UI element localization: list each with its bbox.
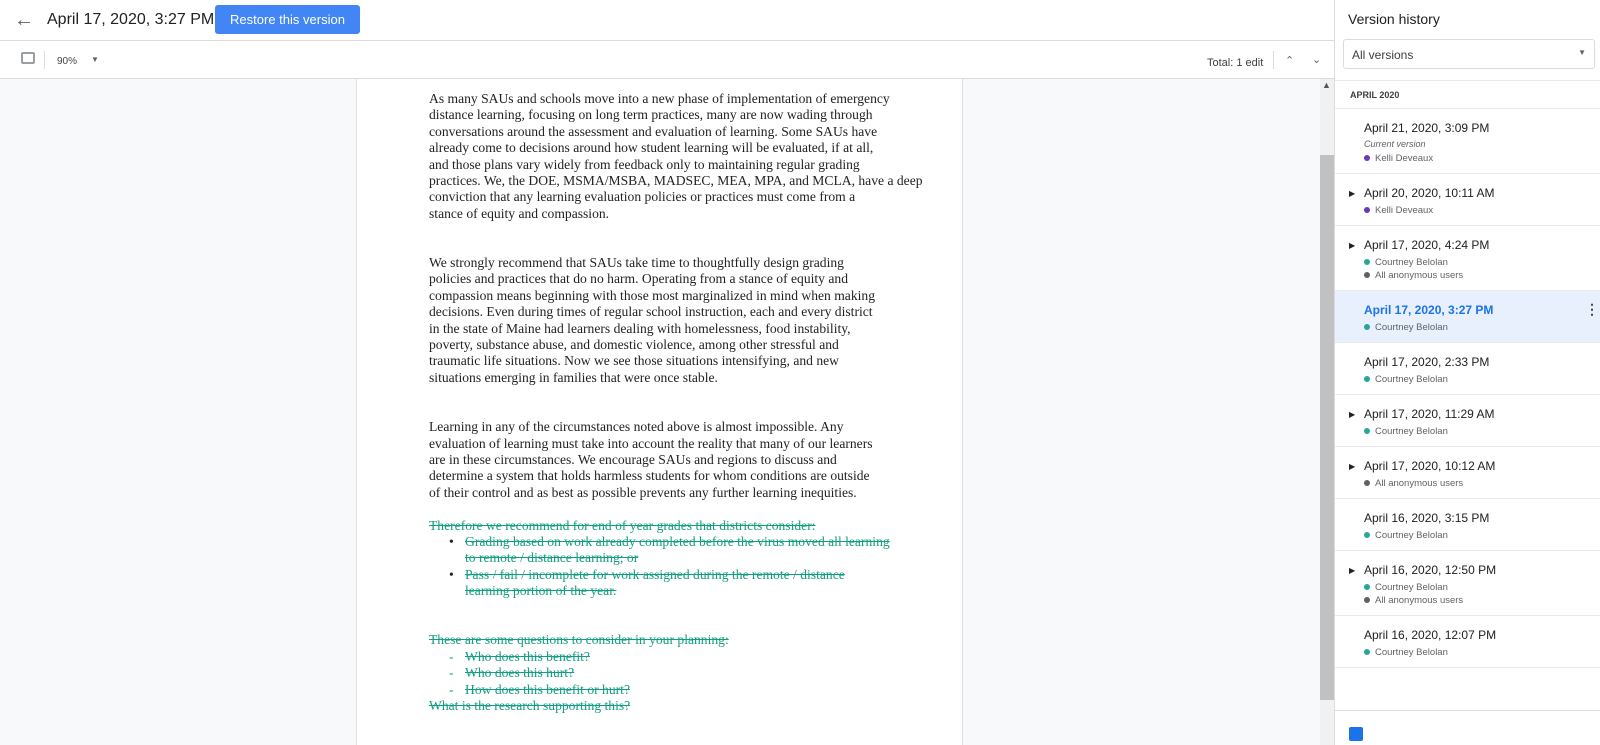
- text-line: of their control and as best as possible prevents any further learning inequities.: [429, 484, 857, 500]
- user-color-dot: [1364, 207, 1370, 213]
- version-editor: [1364, 373, 1600, 386]
- restore-version-button[interactable]: Restore this version: [215, 5, 360, 34]
- dash: -: [449, 648, 454, 664]
- text-line: poverty, substance abuse, and domestic violence, among other stressful and: [429, 337, 839, 353]
- version-item[interactable]: [1335, 226, 1600, 291]
- bullet: •: [449, 533, 454, 549]
- deleted-bullet-item: [429, 534, 923, 567]
- user-color-dot: [1364, 584, 1370, 590]
- more-options-icon[interactable]: ⋮: [1585, 301, 1599, 317]
- editor-name: Courtney Belolan: [1375, 426, 1448, 437]
- text-line: evaluation of learning must take into account the reality that many of our learners: [429, 435, 873, 451]
- text-line: traumatic life situations. Now we see those situations intensifying, and new: [429, 353, 839, 369]
- text-line: Learning in any of the circumstances noted above is almost impossible. Any: [429, 419, 844, 435]
- previous-edit-icon[interactable]: ⌃: [1285, 55, 1295, 67]
- print-icon[interactable]: [21, 52, 35, 64]
- text-line: As many SAUs and schools move into a new phase of implementation of emergency: [429, 91, 890, 106]
- version-editor: [1364, 581, 1600, 594]
- toolbar: [0, 41, 1334, 79]
- bullet: •: [449, 566, 454, 582]
- version-editor: [1364, 321, 1600, 334]
- text-line: situations emerging in families that were once stable.: [429, 369, 718, 385]
- current-version-label: Current version: [1364, 139, 1426, 149]
- version-editor: [1364, 594, 1600, 607]
- editor-name: Courtney Belolan: [1375, 582, 1448, 593]
- document-body: [429, 91, 923, 714]
- deleted-dash-item: [429, 649, 923, 665]
- editor-name: Courtney Belolan: [1375, 322, 1448, 333]
- text-line: and those plans vary widely from feedback only to maintaining regular grading: [429, 156, 860, 172]
- text-line: We strongly recommend that SAUs take time to thoughtfully design grading: [429, 255, 844, 271]
- text-line: learning portion of the year.: [465, 583, 617, 599]
- version-editor: [1364, 529, 1600, 542]
- paragraph: [429, 91, 923, 222]
- paragraph: [429, 419, 923, 501]
- filter-value: All versions: [1352, 48, 1414, 62]
- version-item[interactable]: [1335, 174, 1600, 226]
- text-line: conviction that any learning evaluation policies or practices must come from a: [429, 189, 856, 205]
- editor-name: All anonymous users: [1375, 595, 1464, 606]
- version-item[interactable]: [1335, 343, 1600, 395]
- text-line: practices. We, the DOE, MSMA/MSBA, MADSEC, MEA, MPA, and MCLA, have a deep: [429, 173, 923, 189]
- divider: [1273, 51, 1274, 69]
- version-date: April 17, 2020, 10:12 AM: [1364, 459, 1496, 473]
- expand-triangle-icon[interactable]: ▶: [1349, 462, 1356, 471]
- version-editor: [1364, 204, 1600, 217]
- text-line: in the state of Maine had learners dealing with homelessness, food instability,: [429, 320, 851, 336]
- editor-name: All anonymous users: [1375, 478, 1464, 489]
- version-date: April 16, 2020, 12:50 PM: [1364, 563, 1497, 577]
- user-color-dot: [1364, 324, 1370, 330]
- version-item[interactable]: [1335, 395, 1600, 447]
- panel-footer: [1335, 710, 1600, 711]
- text-line: conversations around the assessment and evaluation of learning. Some SAUs have: [429, 123, 878, 139]
- text-line: are in these circumstances. We encourage SAUs and regions to discuss and: [429, 451, 837, 467]
- dash: -: [449, 681, 454, 697]
- zoom-select[interactable]: 90%: [57, 56, 78, 67]
- version-editor: [1364, 477, 1600, 490]
- user-color-dot: [1364, 259, 1370, 265]
- user-color-dot: [1364, 272, 1370, 278]
- text-line: Who does this hurt?: [465, 665, 575, 681]
- user-color-dot: [1364, 597, 1370, 603]
- version-editor: [1364, 646, 1600, 659]
- expand-triangle-icon[interactable]: ▶: [1349, 189, 1356, 198]
- version-editor: [1364, 425, 1600, 438]
- text-line: determine a system that holds harmless students for whom conditions are outside: [429, 468, 870, 484]
- deleted-dash-item: [429, 665, 923, 681]
- deleted-bullet-item: [429, 567, 923, 600]
- version-item[interactable]: [1335, 109, 1600, 174]
- version-list: [1335, 80, 1600, 668]
- deleted-dash-item: [429, 682, 923, 698]
- version-date: April 16, 2020, 12:07 PM: [1364, 628, 1497, 642]
- version-filter-select[interactable]: [1343, 39, 1595, 69]
- expand-triangle-icon[interactable]: ▶: [1349, 566, 1356, 575]
- version-item[interactable]: [1335, 616, 1600, 668]
- editor-name: Courtney Belolan: [1375, 647, 1448, 658]
- text-line: compassion means beginning with those most marginalized in mind when making: [429, 287, 876, 303]
- editor-name: Kelli Deveaux: [1375, 153, 1434, 164]
- editor-name: Courtney Belolan: [1375, 530, 1448, 541]
- text-line: Who does this benefit?: [465, 648, 590, 664]
- deleted-line: These are some questions to consider in your planning:: [429, 632, 729, 648]
- text-line: decisions. Even during times of regular school instruction, each and every district: [429, 304, 873, 320]
- text-line: How does this benefit or hurt?: [465, 681, 630, 697]
- version-title: April 17, 2020, 3:27 PM: [47, 11, 215, 28]
- deleted-line: Therefore we recommend for end of year grades that districts consider:: [429, 517, 816, 533]
- user-color-dot: [1364, 155, 1370, 161]
- user-color-dot: [1364, 649, 1370, 655]
- show-changes-checkbox[interactable]: [1349, 727, 1363, 741]
- deleted-line: What is the research supporting this?: [429, 697, 631, 713]
- text-line: already come to decisions around how student learning will be evaluated, if at all,: [429, 140, 874, 156]
- panel-title: Version history: [1348, 11, 1440, 27]
- paragraph: [429, 255, 923, 386]
- text-line: Grading based on work already completed before the virus moved all learning: [465, 533, 890, 549]
- text-line: stance of equity and compassion.: [429, 205, 610, 221]
- version-item[interactable]: [1335, 499, 1600, 551]
- back-arrow-icon[interactable]: ←: [14, 9, 34, 31]
- version-date: April 17, 2020, 3:27 PM: [1364, 303, 1494, 317]
- version-editor: [1364, 269, 1600, 282]
- month-header: APRIL 2020: [1335, 81, 1600, 109]
- version-date: April 16, 2020, 3:15 PM: [1364, 511, 1490, 525]
- scrollbar-thumb[interactable]: [1320, 155, 1334, 700]
- top-bar: [0, 0, 1334, 41]
- user-color-dot: [1364, 428, 1370, 434]
- version-date: April 21, 2020, 3:09 PM: [1364, 121, 1490, 135]
- text-line: distance learning, focusing on long term practices, many are now wading through: [429, 107, 873, 123]
- user-color-dot: [1364, 480, 1370, 486]
- version-date: April 20, 2020, 10:11 AM: [1364, 186, 1495, 200]
- next-edit-icon[interactable]: ⌄: [1312, 54, 1322, 66]
- editor-name: All anonymous users: [1375, 270, 1464, 281]
- version-history-panel: [1334, 0, 1600, 745]
- text-line: policies and practices that do no harm. Operating from a stance of equity and: [429, 271, 848, 287]
- version-editor: [1364, 256, 1600, 269]
- expand-triangle-icon[interactable]: ▶: [1349, 410, 1356, 419]
- total-edits: Total: 1 edit: [1207, 57, 1264, 69]
- version-date: April 17, 2020, 4:24 PM: [1364, 238, 1490, 252]
- user-color-dot: [1364, 376, 1370, 382]
- expand-triangle-icon[interactable]: ▶: [1349, 241, 1356, 250]
- editor-name: Courtney Belolan: [1375, 374, 1448, 385]
- version-item[interactable]: [1335, 551, 1600, 616]
- chevron-down-icon[interactable]: ▼: [91, 55, 99, 64]
- document-page: [356, 79, 963, 745]
- scroll-up-icon[interactable]: ▲: [1322, 80, 1331, 90]
- editor-name: Kelli Deveaux: [1375, 205, 1434, 216]
- version-item[interactable]: [1335, 447, 1600, 499]
- divider: [44, 51, 45, 69]
- version-editor: [1364, 152, 1600, 165]
- version-date: April 17, 2020, 2:33 PM: [1364, 355, 1490, 369]
- text-line: Pass / fail / incomplete for work assigned during the remote / distance: [465, 566, 845, 582]
- version-item[interactable]: [1335, 291, 1600, 343]
- dropdown-caret-icon: ▼: [1578, 48, 1586, 57]
- text-line: to remote / distance learning; or: [465, 550, 639, 566]
- editor-name: Courtney Belolan: [1375, 257, 1448, 268]
- dash: -: [449, 665, 454, 681]
- user-color-dot: [1364, 532, 1370, 538]
- version-date: April 17, 2020, 11:29 AM: [1364, 407, 1495, 421]
